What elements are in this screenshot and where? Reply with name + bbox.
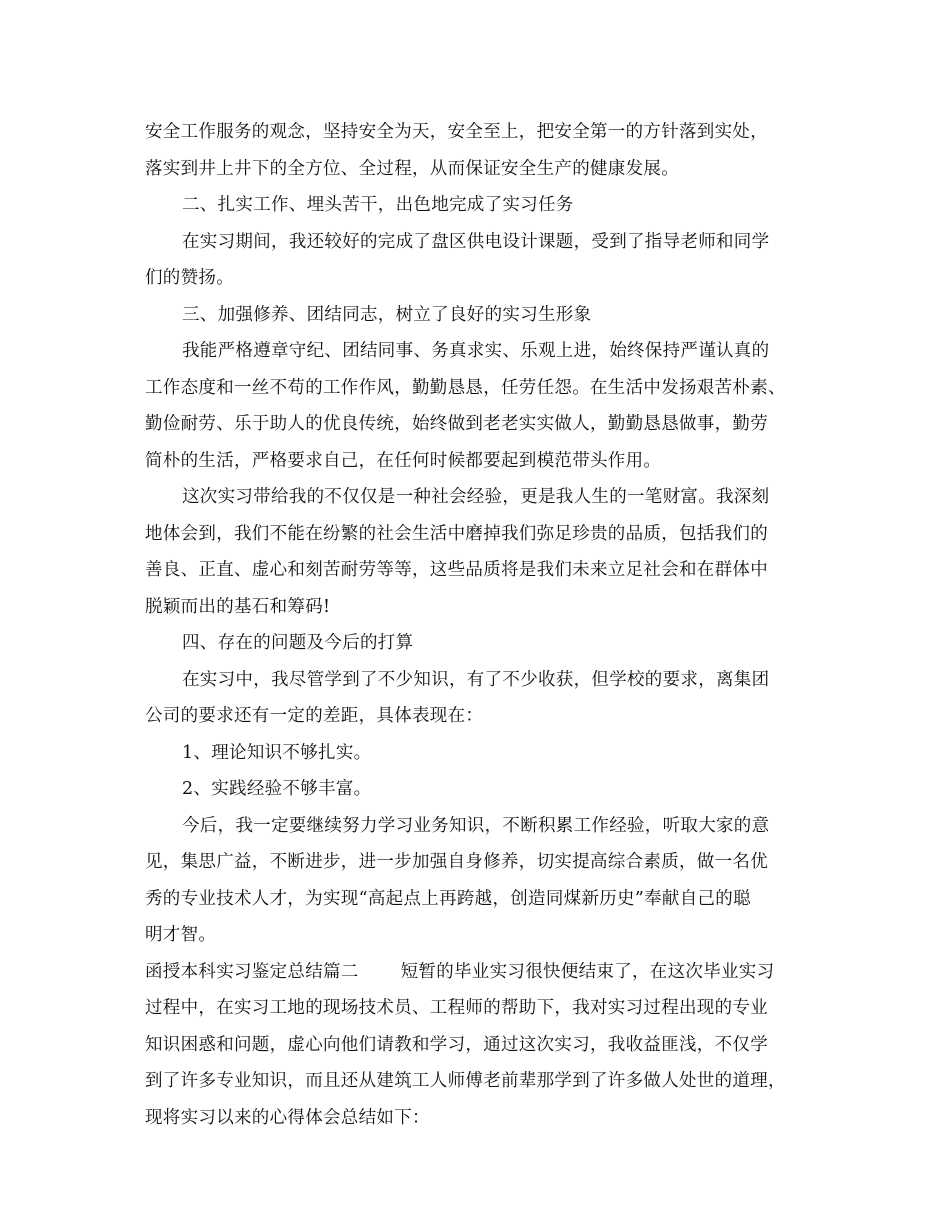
text-line: 这次实习带给我的不仅仅是一种社会经验，更是我人生的一笔财富。我深刻 — [182, 487, 770, 507]
text-line: 我能严格遵章守纪、团结同事、务真求实、乐观上进，始终保持严谨认真的 — [182, 341, 770, 361]
section-title-line — [145, 954, 810, 991]
text-line: 在实习期间，我还较好的完成了盘区供电设计课题，受到了指导老师和同学 — [182, 231, 770, 252]
document-body — [145, 114, 810, 1136]
text-line: 到了许多专业知识，而且还从建筑工人师傅老前辈那学到了许多做人处世的道理， — [145, 1071, 786, 1091]
text-line: 现将实习以来的心得体会总结如下： — [145, 1107, 430, 1128]
text-line: 落实到井上井下的全方位、全过程，从而保证安全生产的健康发展。 — [145, 158, 679, 179]
section-heading-3: 三、加强修养、团结同志，树立了良好的实习生形象 — [182, 304, 592, 325]
text-line: 地体会到，我们不能在纷繁的社会生活中磨掉我们弥足珍贵的品质，包括我们的 — [145, 523, 768, 544]
text-line: 在实习中，我尽管学到了不少知识，有了不少收获，但学校的要求，离集团 — [182, 669, 770, 690]
list-item: 2、实践经验不够丰富。 — [182, 779, 372, 799]
text-line: 安全工作服务的观念，坚持安全为天，安全至上，把安全第一的方针落到实处， — [145, 122, 768, 142]
section-first-line: 短暂的毕业实习很快便结束了，在这次毕业实习 — [400, 961, 775, 982]
text-line: 过程中，在实习工地的现场技术员、工程师的帮助下，我对实习过程出现的专业 — [145, 998, 768, 1018]
text-line: 知识困惑和问题，虚心向他们请教和学习，通过这次实习，我收益匪浅，不仅学 — [145, 1034, 768, 1055]
section-title: 函授本科实习鉴定总结篇二 — [145, 961, 359, 982]
text-line: 善良、正直、虚心和刻苦耐劳等等，这些品质将是我们未来立足社会和在群体中 — [145, 560, 768, 580]
text-line: 们的赞扬。 — [145, 268, 234, 288]
text-line: 见，集思广益，不断进步，进一步加强自身修养，切实提高综合素质，做一名优 — [145, 852, 768, 872]
text-line: 明才智。 — [145, 925, 217, 945]
text-line: 公司的要求还有一定的差距，具体表现在： — [145, 706, 484, 726]
section-heading-2: 二、扎实工作、埋头苦干，出色地完成了实习任务 — [182, 195, 574, 215]
list-item: 1、理论知识不够扎实。 — [182, 742, 372, 763]
text-line: 今后，我一定要继续努力学习业务知识，不断积累工作经验，听取大家的意 — [182, 815, 770, 836]
text-line: 工作态度和一丝不苟的工作作风，勤勤恳恳，任劳任怨。在生活中发扬艰苦朴素、 — [145, 377, 786, 398]
text-line: 秀的专业技术人才，为实现“高起点上再跨越，创造同煤新历史”奉献自己的聪 — [145, 888, 751, 909]
section-heading-4: 四、存在的问题及今后的打算 — [182, 633, 414, 653]
text-line: 简朴的生活，严格要求自己，在任何时候都要起到模范带头作用。 — [145, 450, 662, 471]
text-line: 勤俭耐劳、乐于助人的优良传统，始终做到老老实实做人，勤勤恳恳做事，勤劳 — [145, 414, 768, 434]
text-line: 脱颖而出的基石和筹码! — [145, 596, 331, 617]
